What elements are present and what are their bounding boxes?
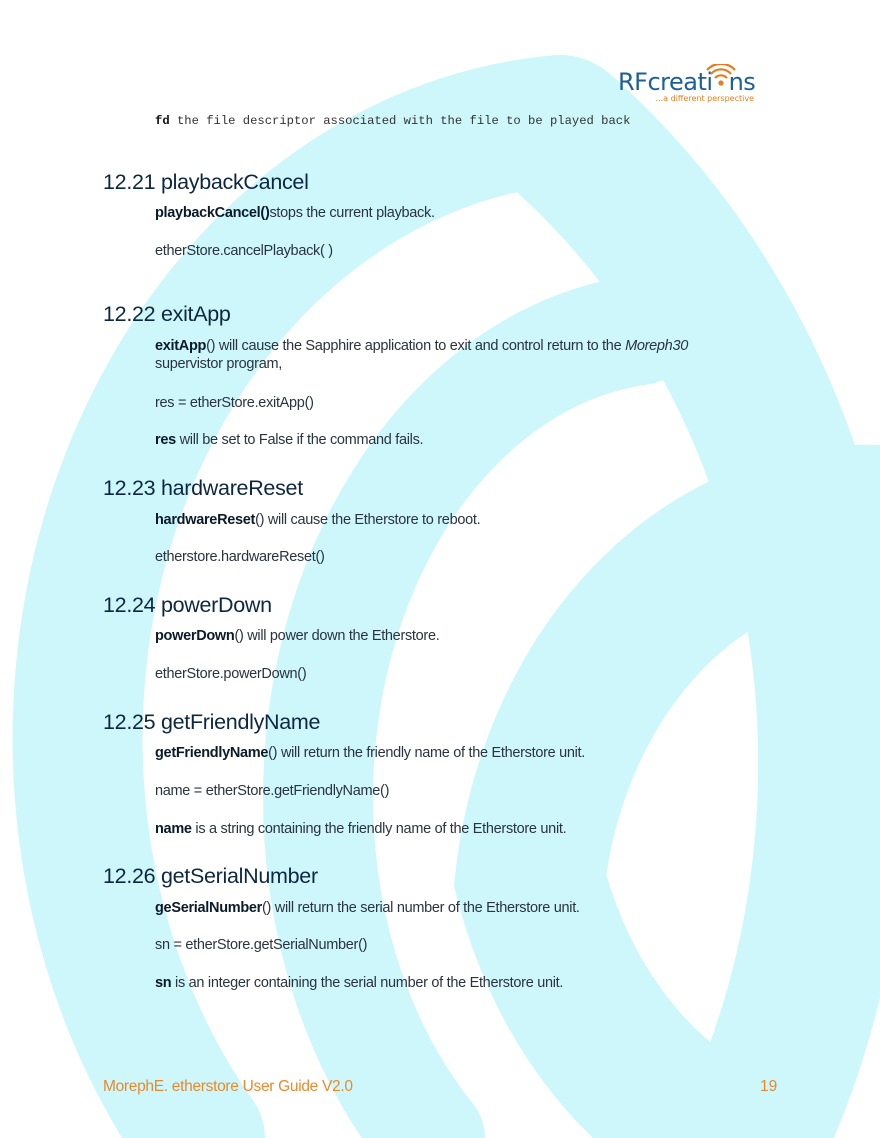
section-description: powerDown() will power down the Etherstore. <box>155 628 440 644</box>
section-description: hardwareReset() will cause the Etherstore to reboot. <box>155 512 481 528</box>
section-description: getFriendlyName() will return the friendly name of the Etherstore unit. <box>155 745 586 761</box>
section-heading-powerdown: 12.24 powerDown <box>103 593 272 617</box>
section-description: playbackCancel()stops the current playback. <box>155 205 435 221</box>
return-note: res will be set to False if the command fails. <box>155 432 424 448</box>
variable-name: sn <box>155 975 172 991</box>
return-note: name is a string containing the friendly name of the Etherstore unit. <box>155 821 567 837</box>
section-description: geSerialNumber() will return the serial number of the Etherstore unit. <box>155 900 580 916</box>
param-description: the file descriptor associated with the file to be played back <box>169 114 631 128</box>
variable-name: res <box>155 432 176 448</box>
logo-brand-pre: RFcreati <box>618 68 713 96</box>
function-name: playbackCancel() <box>155 205 270 221</box>
code-example: etherstore.hardwareReset() <box>155 549 325 565</box>
fd-parameter-line <box>155 114 630 128</box>
logo-tagline: ...a different perspective <box>655 94 754 103</box>
function-name: getFriendlyName <box>155 745 269 761</box>
section-heading-getfriendlyname: 12.25 getFriendlyName <box>103 710 321 734</box>
footer-page-number: 19 <box>760 1078 778 1095</box>
param-name: fd <box>155 114 170 128</box>
section-heading-getserialnumber: 12.26 getSerialNumber <box>103 864 318 888</box>
code-example: res = etherStore.exitApp() <box>155 395 314 411</box>
section-heading-hardwarereset: 12.23 hardwareReset <box>103 476 303 500</box>
code-example: name = etherStore.getFriendlyName() <box>155 783 390 799</box>
function-name: powerDown <box>155 628 235 644</box>
function-name: exitApp <box>155 338 207 354</box>
footer-document-title: MorephE. etherstore User Guide V2.0 <box>103 1078 353 1095</box>
rfcreations-logo <box>618 64 758 108</box>
logo-brand-post: ns <box>728 68 756 96</box>
code-example: etherStore.powerDown() <box>155 666 307 682</box>
code-example: sn = etherStore.getSerialNumber() <box>155 937 368 953</box>
section-heading-exitapp: 12.22 exitApp <box>103 302 231 326</box>
wifi-signal-icon <box>706 64 736 86</box>
section-description: exitApp() will cause the Sapphire application to exit and control return to the Moreph30 supervistor program, <box>155 338 688 372</box>
code-example: etherStore.cancelPlayback( ) <box>155 243 333 259</box>
variable-name: name <box>155 821 192 837</box>
section-heading-playbackcancel: 12.21 playbackCancel <box>103 170 309 194</box>
function-name: hardwareReset <box>155 512 256 528</box>
function-name: geSerialNumber <box>155 900 263 916</box>
return-note: sn is an integer containing the serial number of the Etherstore unit. <box>155 975 564 991</box>
